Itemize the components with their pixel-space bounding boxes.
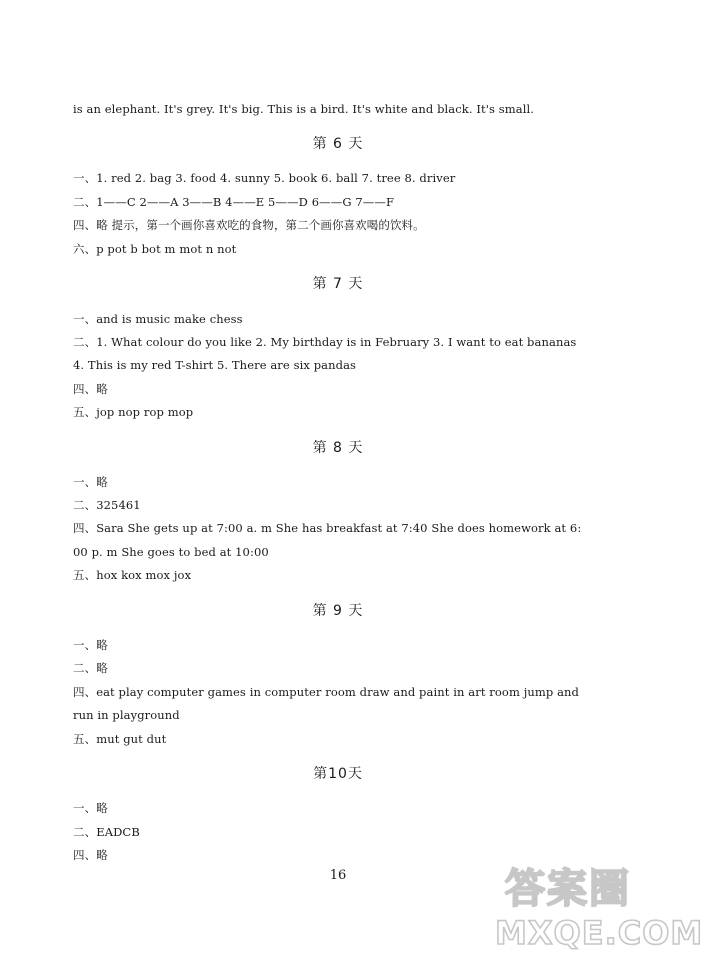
answer-line: 四、略 提示，第一个画你喜欢吃的食物，第二个画你喜欢喝的饮料。	[73, 218, 425, 232]
answer-line: 五、mut gut dut	[73, 732, 167, 746]
answer-line: 二、1——C 2——A 3——B 4——E 5——D 6——G 7——F	[73, 195, 395, 209]
answer-line: 4. This is my red T-shirt 5. There are six pandas	[73, 358, 357, 372]
answer-line: 五、hox kox mox jox	[73, 568, 192, 582]
answer-line: 四、略	[73, 382, 108, 396]
heading-day-8: 第 8 天	[312, 440, 364, 456]
answer-line: 六、p pot b bot m mot n not	[73, 242, 237, 256]
heading-day-9: 第 9 天	[312, 603, 364, 619]
answer-line: run in playground	[73, 708, 180, 722]
answer-line: 一、略	[73, 475, 108, 489]
answer-line: 二、1. What colour do you like 2. My birthday is in February 3. I want to eat bananas	[73, 335, 577, 349]
answer-line: 一、略	[73, 801, 108, 815]
heading-day-6: 第 6 天	[312, 136, 364, 152]
answer-line: 二、EADCB	[73, 825, 140, 839]
answer-line: 二、325461	[73, 498, 141, 512]
answer-line: 一、1. red 2. bag 3. food 4. sunny 5. book 6. ball 7. tree 8. driver	[73, 171, 456, 185]
answer-line: 二、略	[73, 661, 108, 675]
heading-day-10: 第10天	[313, 766, 363, 782]
answer-line: 四、略	[73, 848, 108, 862]
watermark-logo	[495, 866, 703, 956]
page-number: 16	[329, 868, 347, 883]
answer-line: 五、jop nop rop mop	[73, 405, 194, 419]
watermark-bottom-text: MXQE.COM	[495, 914, 703, 952]
answer-line: 00 p. m She goes to bed at 10:00	[73, 545, 269, 559]
heading-day-7: 第 7 天	[312, 276, 364, 292]
text-line-intro: is an elephant. It's grey. It's big. This is a bird. It's white and black. It's small.	[73, 102, 535, 116]
answer-line: 一、and is music make chess	[73, 312, 243, 326]
answer-line: 四、Sara She gets up at 7:00 a. m She has breakfast at 7:40 She does homework at 6:	[73, 521, 582, 535]
answer-line: 四、eat play computer games in computer room draw and paint in art room jump and	[73, 685, 580, 699]
answer-line: 一、略	[73, 638, 108, 652]
watermark-top-text: 答案圈	[505, 866, 631, 912]
